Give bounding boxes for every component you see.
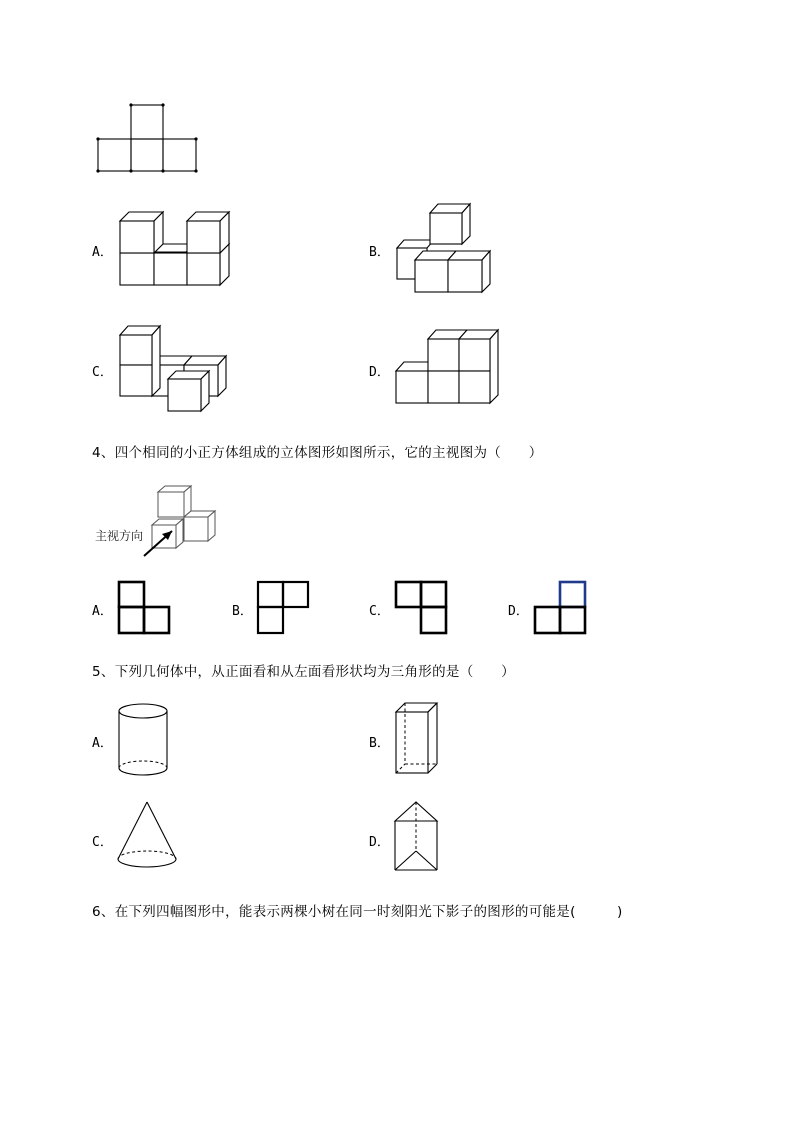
- q3-view-figure: [95, 102, 205, 174]
- q4-option-b-label[interactable]: B．: [232, 604, 253, 619]
- q4-view-direction-label: 主视方向: [95, 529, 144, 543]
- question-5-text: 5、下列几何体中，从正面看和从左面看形状均为三角形的是（ ）: [92, 664, 515, 680]
- q3-option-d-label[interactable]: D．: [369, 365, 390, 380]
- q4-option-c-figure[interactable]: [394, 580, 450, 636]
- q5-option-d-label[interactable]: D．: [369, 835, 390, 850]
- q5-option-d-figure[interactable]: [392, 799, 448, 875]
- q4-solid-figure: [92, 482, 222, 552]
- q5-option-c-label[interactable]: C．: [92, 835, 113, 850]
- q5-option-a-figure[interactable]: [116, 702, 172, 778]
- q5-option-c-figure[interactable]: [114, 799, 180, 875]
- q3-option-b-label[interactable]: B．: [369, 245, 390, 260]
- q3-option-a-label[interactable]: A．: [92, 245, 113, 260]
- q3-option-a-figure[interactable]: [118, 208, 236, 290]
- q4-option-b-figure[interactable]: [256, 580, 312, 636]
- q5-option-a-label[interactable]: A．: [92, 736, 113, 751]
- q3-option-b-figure[interactable]: [394, 202, 504, 297]
- q3-option-d-figure[interactable]: [394, 327, 506, 409]
- q4-option-a-figure[interactable]: [117, 580, 173, 636]
- q3-option-c-figure[interactable]: [118, 322, 230, 414]
- q4-option-c-label[interactable]: C．: [369, 604, 390, 619]
- q4-option-d-figure[interactable]: [533, 580, 589, 636]
- q4-option-a-label[interactable]: A．: [92, 604, 113, 619]
- q3-option-c-label[interactable]: C．: [92, 365, 113, 380]
- q4-option-d-label[interactable]: D．: [508, 604, 529, 619]
- q5-option-b-figure[interactable]: [393, 700, 443, 778]
- q5-option-b-label[interactable]: B．: [369, 736, 390, 751]
- question-4-text: 4、四个相同的小正方体组成的立体图形如图所示，它的主视图为（ ）: [92, 445, 543, 461]
- question-6-text: 6、在下列四幅图形中，能表示两棵小树在同一时刻阳光下影子的图形的可能是( ): [92, 904, 623, 920]
